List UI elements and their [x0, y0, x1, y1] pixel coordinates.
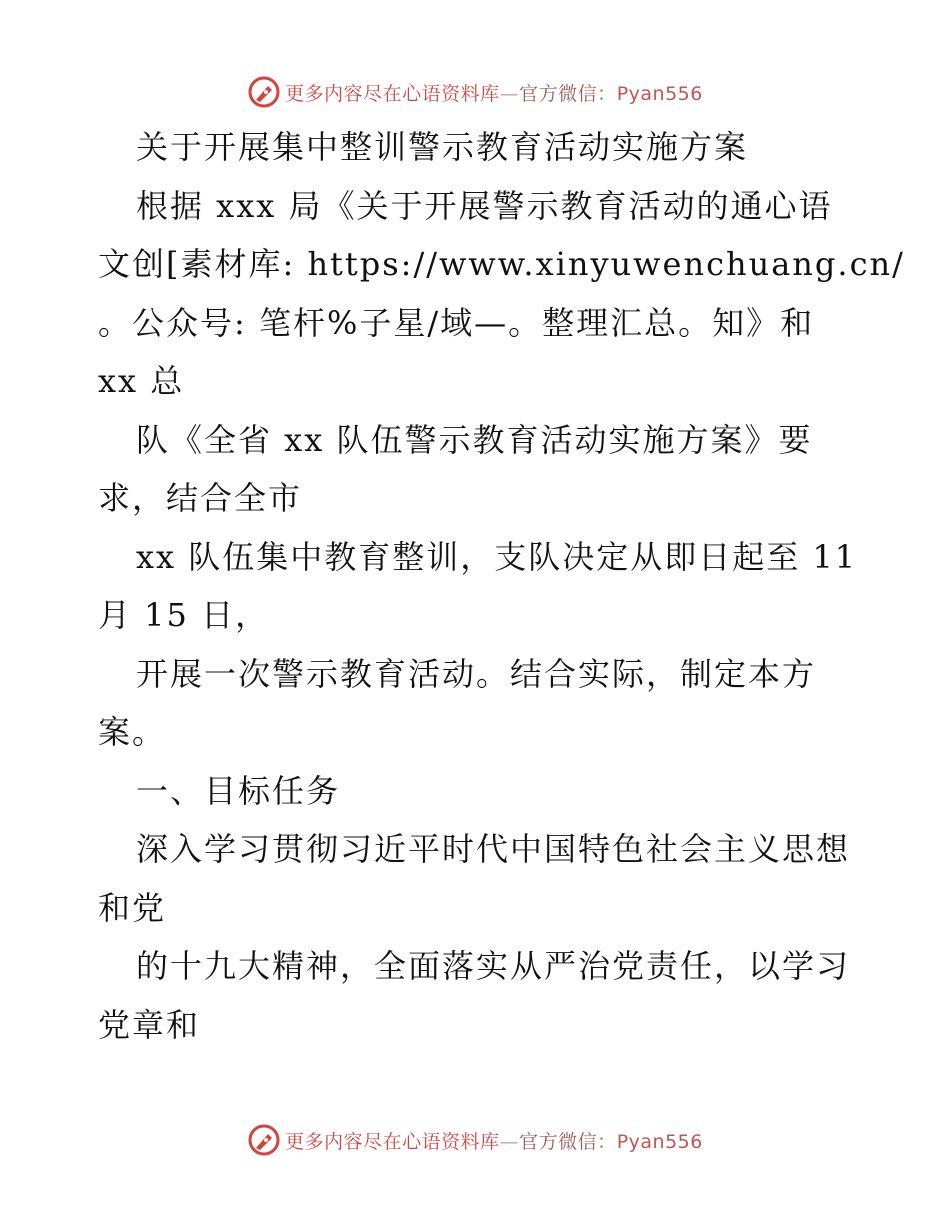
document-line: 求，结合全市 [98, 479, 303, 517]
document-line: 。公众号: 笔杆%子星/域—。整理汇总。知》和 [98, 303, 815, 342]
document-line: 和党 [98, 888, 167, 927]
watermark-label: 官方微信： [519, 1130, 617, 1153]
document-line: 案。 [98, 713, 167, 751]
watermark-separator: — [499, 82, 520, 105]
document-line: 党章和 [98, 1005, 201, 1044]
section-heading: 一、目标任务 [136, 771, 341, 810]
header-watermark [0, 70, 950, 114]
document-line: 深入学习贯彻习近平时代中国特色社会主义思想 [136, 830, 851, 868]
watermark-brand: 更多内容尽在心语资料库 [285, 1130, 500, 1153]
document-line: 的十九大精神，全面落实从严治党责任，以学习 [136, 947, 851, 985]
watermark-account: Pyan556 [616, 1130, 703, 1153]
document-line: 队《全省 xx 队伍警示教育活动实施方案》要 [136, 420, 813, 459]
document-line: xx 总 [98, 362, 185, 400]
document-line: 根据 xxx 局《关于开展警示教育活动的通心语 [136, 186, 833, 225]
document-line: 文创[素材库: https://www.xinyuwenchuang.cn/ [98, 245, 905, 283]
watermark-separator: — [499, 1130, 520, 1153]
document-line: 月 15 日， [98, 596, 270, 634]
document-line: xx 队伍集中教育整训，支队决定从即日起至 11 [136, 537, 858, 576]
document-body [98, 118, 905, 1054]
pen-nib-logo-icon [247, 1123, 281, 1157]
watermark-account: Pyan556 [616, 82, 703, 105]
footer-watermark [0, 1118, 950, 1162]
watermark-brand: 更多内容尽在心语资料库 [285, 82, 500, 105]
watermark-label: 官方微信： [519, 82, 617, 105]
document-line: 关于开展集中整训警示教育活动实施方案 [136, 128, 749, 166]
document-line: 开展一次警示教育活动。结合实际，制定本方 [136, 654, 817, 693]
pen-nib-logo-icon [247, 75, 281, 109]
